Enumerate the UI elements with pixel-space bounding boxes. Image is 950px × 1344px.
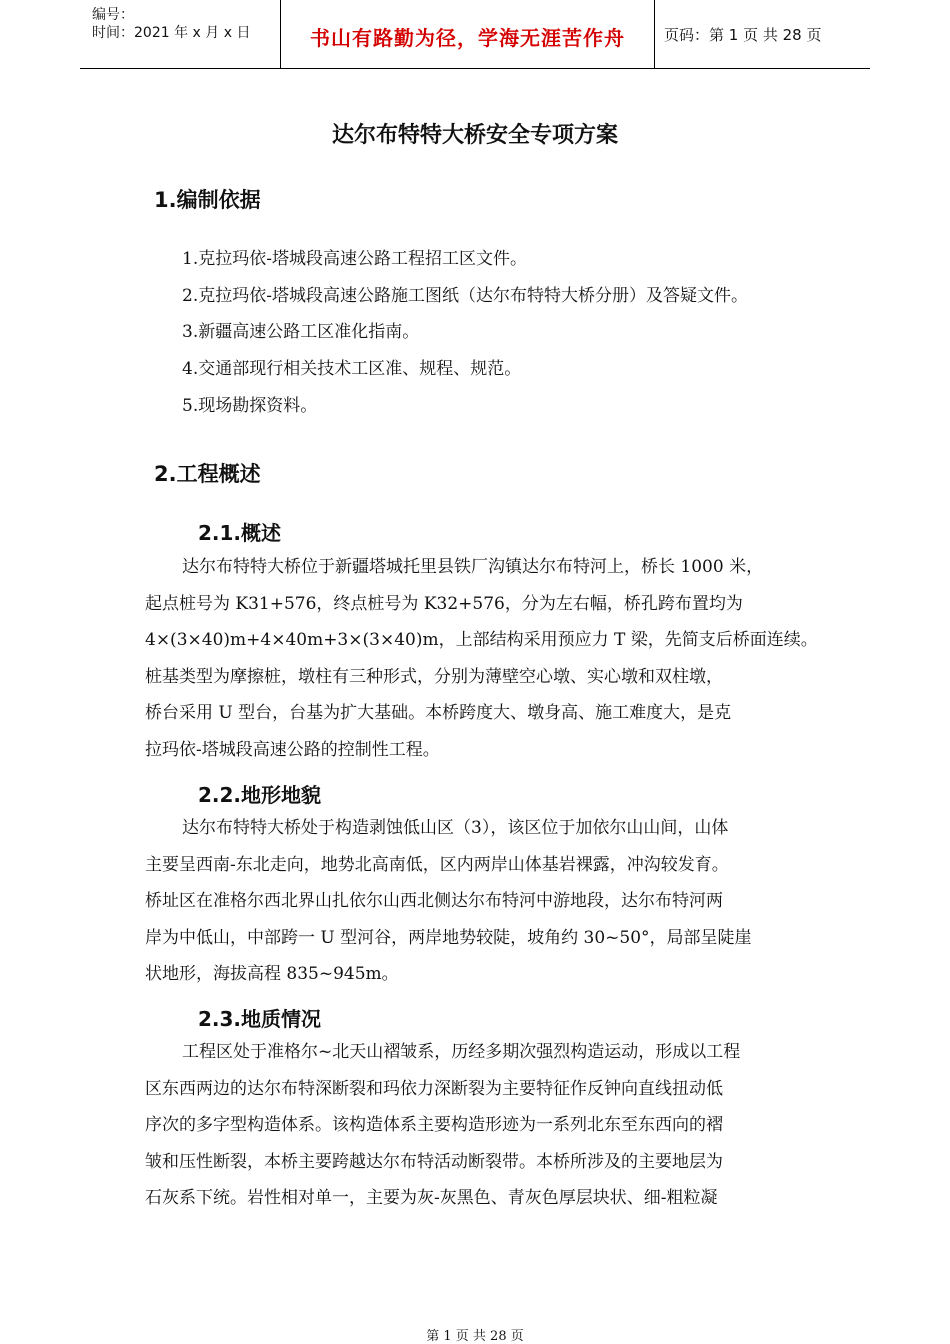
header-motto-cell <box>280 0 655 68</box>
paragraph-line: 石灰系下统。岩性相对单一，主要为灰-灰黑色、青灰色厚层块状、细-粗粒凝 <box>145 1188 718 1208</box>
header-page-cell <box>654 0 870 68</box>
paragraph-line: 主要呈西南-东北走向，地势北高南低，区内两岸山体基岩裸露，冲沟较发育。 <box>145 854 729 875</box>
paragraph-line: 序次的多字型构造体系。该构造体系主要构造形迹为一系列北东至东西向的褶 <box>145 1115 723 1135</box>
list-item: 5.现场勘探资料。 <box>182 396 318 416</box>
paragraph-line: 桥台采用 U 型台，台基为扩大基础。本桥跨度大、墩身高、施工难度大，是克 <box>145 703 732 723</box>
page-info: 页码：第 1 页 共 28 页 <box>664 26 822 44</box>
number-label: 编号： <box>92 7 134 23</box>
paragraph-line: 状地形，海拔高程 835~945m。 <box>145 964 399 984</box>
page-header <box>80 0 870 69</box>
motto-text: 书山有路勤为径，学海无涯苦作舟 <box>310 26 625 50</box>
list-item: 4.交通部现行相关技术工区准、规程、规范。 <box>182 359 522 379</box>
section-heading-1: 1.编制依据 <box>154 188 261 212</box>
document-title: 达尔布特特大桥安全专项方案 <box>331 123 618 148</box>
paragraph-line: 达尔布特特大桥位于新疆塔城托里县铁厂沟镇达尔布特河上，桥长 1000 米， <box>182 557 764 577</box>
paragraph-geology <box>145 1034 835 1217</box>
paragraph-line: 岸为中低山，中部跨一 U 型河谷，两岸地势较陡，坡角约 30~50°，局部呈陡崖 <box>145 927 752 948</box>
paragraph-line: 起点桩号为 K31+576，终点桩号为 K32+576，分为左右幅，桥孔跨布置均为 <box>145 593 743 614</box>
paragraph-line: 桩基类型为摩擦桩，墩柱有三种形式，分别为薄壁空心墩、实心墩和双柱墩， <box>145 666 723 687</box>
paragraph-line: 工程区处于准格尔~北天山褶皱系，历经多期次强烈构造运动，形成以工程 <box>182 1042 741 1062</box>
subsection-heading-2-2: 2.2.地形地貌 <box>198 783 322 807</box>
paragraph-line: 拉玛依-塔城段高速公路的控制性工程。 <box>145 739 440 760</box>
list-item: 2.克拉玛依-塔城段高速公路施工图纸（达尔布特特大桥分册）及答疑文件。 <box>182 286 748 306</box>
paragraph-line: 皱和压性断裂，本桥主要跨越达尔布特活动断裂带。本桥所涉及的主要地层为 <box>145 1151 723 1172</box>
paragraph-line: 区东西两边的达尔布特深断裂和玛依力深断裂为主要特征作反钟向直线扭动低 <box>145 1078 723 1099</box>
section-heading-2: 2.工程概述 <box>154 462 261 486</box>
paragraph-terrain <box>145 810 835 993</box>
subsection-heading-2-1: 2.1.概述 <box>198 521 282 545</box>
page-footer: 第 1 页 共 28 页 <box>426 1329 524 1344</box>
subsection-heading-2-3: 2.3.地质情况 <box>198 1007 322 1031</box>
time-label: 时间：2021 年 x 月 x 日 <box>92 25 251 41</box>
paragraph-overview <box>145 549 835 768</box>
paragraph-line: 达尔布特特大桥处于构造剥蚀低山区（3），该区位于加依尔山山间，山体 <box>182 818 729 838</box>
list-item: 3.新疆高速公路工区准化指南。 <box>182 322 420 342</box>
paragraph-line: 桥址区在准格尔西北界山扎依尔山西北侧达尔布特河中游地段，达尔布特河两 <box>145 891 723 911</box>
paragraph-line: 4×(3×40)m+4×40m+3×(3×40)m，上部结构采用预应力 T 梁，先简支后桥面连续。 <box>145 630 818 650</box>
header-meta-cell <box>80 0 280 68</box>
list-item: 1.克拉玛依-塔城段高速公路工程招工区文件。 <box>182 249 527 269</box>
